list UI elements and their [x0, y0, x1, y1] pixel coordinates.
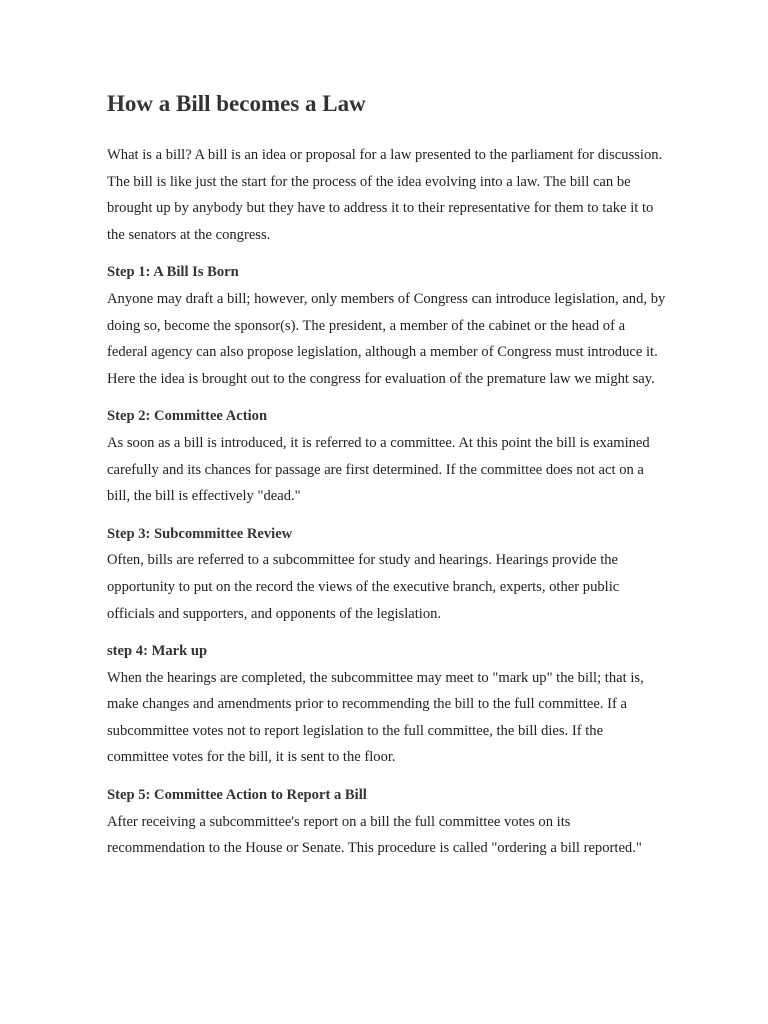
intro-paragraph: What is a bill? A bill is an idea or proposal for a law presented to the parliament for discussion. The bill is like just the start for the process of the idea evolving into a law. The bill can be brought up by anybody but they have to address it to their representative for them to take it to the senators at the congress. [107, 147, 663, 243]
step-heading: Step 2: Committee Action [107, 408, 268, 425]
step-body: Often, bills are referred to a subcommittee for study and hearings. Hearings provide the opportunity to put on the record the views of the executive branch, experts, other public officials and supporters, and opponents of the legislation. [107, 552, 620, 622]
step-body: After receiving a subcommittee's report on a bill the full committee votes on its recommendation to the House or Senate. This procedure is called "ordering a bill reported." [107, 813, 642, 857]
step-heading: Step 1: A Bill Is Born [107, 264, 239, 281]
step-heading: Step 5: Committee Action to Report a Bill [107, 787, 367, 804]
step-section [107, 638, 668, 771]
step-body: Anyone may draft a bill; however, only members of Congress can introduce legislation, and, by doing so, become the sponsor(s). The president, a member of the cabinet or the head of a federal agency can also propose legislation, although a member of Congress must introduce it. Here the idea is brought out to the congress for evaluation of the premature law we might say. [107, 290, 666, 387]
step-section [107, 521, 668, 627]
step-section [107, 782, 668, 862]
step-body: When the hearings are completed, the subcommittee may meet to "mark up" the bill; that is, make changes and amendments prior to recommending the bill to the full committee. If a subcommittee votes not to report legislation to the full committee, the bill dies. If the committee votes for the bill, it is sent to the floor. [107, 669, 644, 766]
step-heading: Step 3: Subcommittee Review [107, 525, 293, 542]
document-title: How a Bill becomes a Law [107, 91, 366, 116]
step-heading: step 4: Mark up [107, 643, 208, 660]
step-body: As soon as a bill is introduced, it is referred to a committee. At this point the bill is examined carefully and its chances for passage are first determined. If the committee does not act on a bill, the bill is effectively "dead." [107, 434, 650, 505]
step-section [107, 259, 668, 392]
step-section [107, 403, 668, 509]
